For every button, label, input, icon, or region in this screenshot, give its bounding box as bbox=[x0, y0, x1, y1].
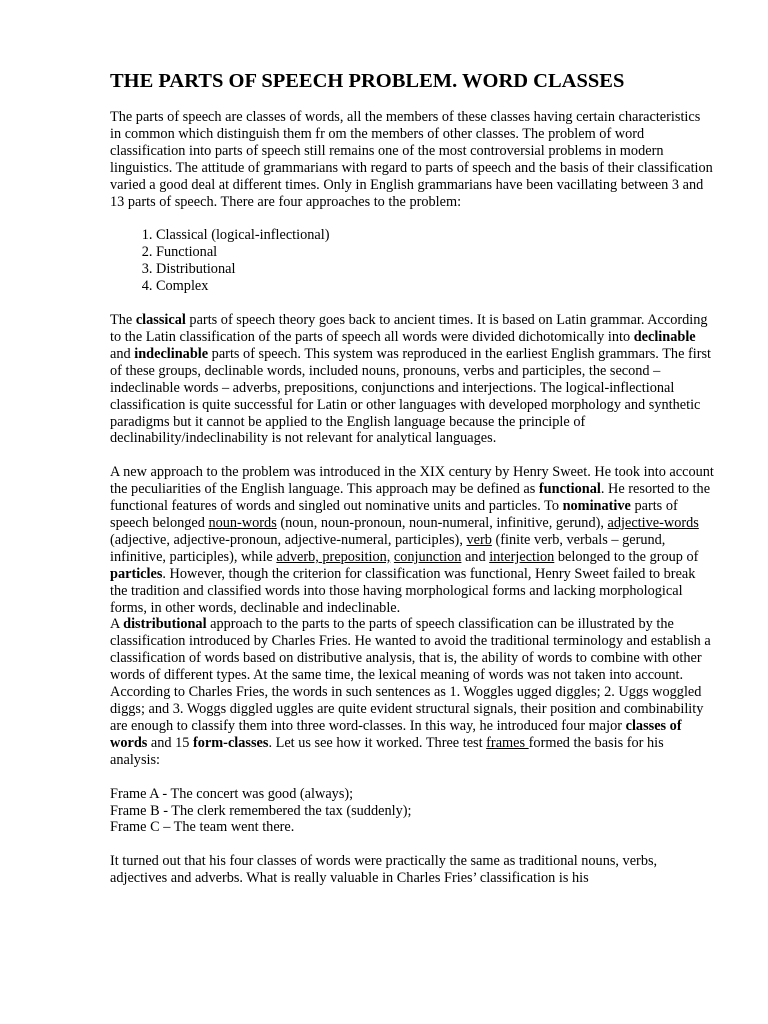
approaches-list bbox=[110, 227, 714, 295]
term-particles: particles bbox=[110, 565, 163, 582]
intro-paragraph: The parts of speech are classes of words, all the members of these classes having certain characteristics in common which distinguish them fr om the members of other classes. The problem of word classification into parts of speech still remains one of the most controversial problems in modern linguistics. The attitude of grammarians with regard to parts of speech and the basis of their classification varied a good deal at different times. Only in English grammarians have been vacillating between 3 and 13 parts of speech. There are four approaches to the problem: bbox=[110, 109, 713, 210]
term-classes-of-words: classes of words bbox=[110, 717, 682, 751]
list-item: 4. Complex bbox=[156, 278, 714, 295]
list-item: 3. Distributional bbox=[156, 261, 714, 278]
functional-paragraph: A new approach to the problem was introduced in the XIX century by Henry Sweet. He took into account the peculiarities of the English language. This approach may be defined as functional. He resorted to the functional features of words and singled out nominative units and particles. To nominative parts of speech belonged noun-words (noun, noun-pronoun, noun-numeral, infinitive, gerund), adjective-words (adjective, adjective-pronoun, adjective-numeral, participles), verb (finite verb, verbals – gerund, infinitive, participles), while adverb, preposition, conjunction and interjection belonged to the group of particles. However, though the criterion for classification was functional, Henry Sweet failed to break the tradition and classified words into those having morphological forms and lacking morphological forms, in other words, declinable and indeclinable. bbox=[110, 464, 714, 616]
list-item: 2. Functional bbox=[156, 244, 714, 261]
closing-paragraph: It turned out that his four classes of words were practically the same as traditional nouns, verbs, adjectives and adverbs. What is really valuable in Charles Fries’ classification is his bbox=[110, 853, 658, 887]
term-functional: functional bbox=[538, 481, 601, 498]
distributional-paragraph: A distributional approach to the parts to the parts of speech classification can be illustrated by the classification introduced by Charles Fries. He wanted to avoid the traditional terminology and establish a classification of words based on distributive analysis, that is, the ability of words to combine with other words of different types. At the same time, the lexical meaning of words was not taken into account. According to Charles Fries, the words in such sentences as 1. Woggles ugged diggles; 2. Uggs woggled diggs; and 3. Woggs diggled uggles are quite evident structural signals, their position and combinability are enough to classify them into three word-classes. In this way, he introduced four major classes of words and 15 form-classes. Let us see how it worked. Three test frames formed the basis for his analysis: bbox=[110, 616, 711, 768]
term-classical: classical bbox=[135, 312, 186, 329]
term-verb: verb bbox=[466, 531, 492, 548]
term-noun-words: noun-words bbox=[208, 515, 277, 532]
term-indeclinable: indeclinable bbox=[134, 345, 209, 362]
classical-paragraph: The classical parts of speech theory goes back to ancient times. It is based on Latin grammar. According to the Latin classification of the parts of speech all words were divided dichotomically into declinable and indeclinable parts of speech. This system was reproduced in the earliest English grammars. The first of these groups, declinable words, included nouns, pronouns, verbs and participles, the second – indeclinable words – adverbs, prepositions, conjunctions and interjections. The logical-inflectional classification is quite successful for Latin or other languages with developed morphology and synthetic paradigms but it cannot be applied to the English language because the principle of declinability/indeclinability is not relevant for analytical languages. bbox=[110, 312, 712, 447]
page-title: THE PARTS OF SPEECH PROBLEM. WORD CLASSES bbox=[110, 70, 625, 92]
list-item: 1. Classical (logical-inflectional) bbox=[156, 227, 714, 244]
document-body bbox=[110, 66, 714, 887]
term-declinable: declinable bbox=[633, 328, 696, 345]
term-frames: frames bbox=[486, 734, 529, 751]
term-nominative: nominative bbox=[562, 498, 631, 515]
frame-line: Frame A - The concert was good (always); bbox=[110, 785, 354, 802]
term-adverb-preposition: adverb, preposition, bbox=[276, 548, 391, 565]
term-conjunction: conjunction bbox=[393, 548, 462, 565]
frame-line: Frame B - The clerk remembered the tax (suddenly); bbox=[110, 802, 412, 819]
term-interjection: interjection bbox=[489, 548, 555, 565]
term-form-classes: form-classes bbox=[193, 734, 269, 751]
frame-line: Frame C – The team went there. bbox=[110, 819, 295, 836]
term-adjective-words: adjective-words bbox=[607, 515, 699, 532]
term-distributional: distributional bbox=[123, 616, 207, 633]
